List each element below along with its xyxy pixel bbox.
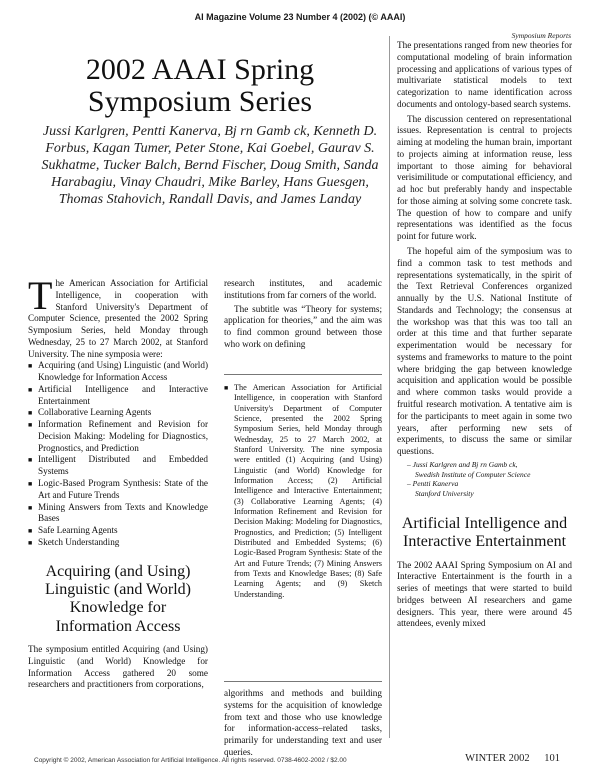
list-item: ■ Sketch Understanding [28,537,208,549]
list-item: ■ Artificial Intelligence and Interactive Entertainment [28,384,208,408]
body-paragraph: The subtitle was “Theory for systems; application for theories,” and the aim was to find common ground between those who work on defining [224,303,382,349]
column-2-top [224,278,382,351]
signature-affiliation: Swedish Institute of Computer Science [415,469,531,479]
body-paragraph: algorithms and methods and building systems for the acquisition of knowledge from text and those who use knowledge for information-access–related tasks, primarily for understanding text and user queries. [224,688,382,757]
list-item: ■ Intelligent Distributed and Embedded Systems [28,454,208,478]
list-item: ■ Safe Learning Agents [28,525,208,537]
list-item: ■ Acquiring (and Using) Linguistic (and World) Knowledge for Information Access [28,360,208,384]
column-divider [389,36,390,738]
summary-sidebar [224,383,382,600]
sidebar-bullet-icon: ■ [224,384,229,392]
journal-header: AI Magazine Volume 23 Number 4 (2002) (© AAAI) [194,12,406,22]
sidebar-top-rule [224,374,382,375]
body-paragraph: The symposium entitled Acquiring (and Using) Linguistic (and World) Knowledge for Information Access gathered 20 some researchers and practitioners from corporations, [28,644,208,690]
page-footer [465,753,560,764]
sidebar-bottom-rule [224,681,382,682]
body-paragraph: research institutes, and academic institutions from far corners of the world. [224,278,382,300]
body-paragraph: The discussion centered on representational issues. Representation is central to projects aiming at modeling the human brain, important to projects aiming at information reuse, less important to those aiming for behavioral verisimilitude or computational efficiency, and ad hoc but preferably handy and inspectable for those aiming at solving some concrete task. The question of how to compare and unify representations was identified as the focus point for future work. [397,113,572,242]
sidebar-text: The American Association for Artificial Intelligence, in cooperation with Stanford University's Department of Computer Science, presented the 2002 Spring Symposium Series, held Monday through Wednesday, 25 to 27 March 2002, at Stanford University. The nine symposia were entitled (1) Acquiring (and Using) Linguistic (and World) Knowledge for Information Access; (2) Artificial Intelligence and Interactive Entertainment; (3) Collaborative Learning Agents; (4) Information Refinement and Revision for Decision Making: Modeling for Diagnostics, Prognostics, and Prediction; (5) Intelligent Distributed and Embedded Systems; (6) Logic-Based Program Synthesis: State of the Art and Future Trends; (7) Mining Answers from Texts and Knowledge Bases; (8) Safe Learning Agents; and (9) Sketch Understanding. [234,383,382,599]
intro-text: he American Association for Artificial Intelligence, in cooperation with Stanford University's Department of Computer Science, presented the 2002 Spring Symposium Series, held Monday through Wednesday, 25 to 27 March 2002, at Stanford University. The nine symposia were: [28,278,208,359]
article-title [60,54,340,117]
section-heading-acquiring: Acquiring (and Using) Linguistic (and World) Knowledge for Information Access [45,562,191,635]
copyright-notice: Copyright © 2002, American Association for Artificial Intelligence. All rights reserved. 0738-4602-2002 / $2.00 [34,757,347,764]
body-paragraph: The presentations ranged from new theories for computational modeling of brain information processing and applications of various types of multivariate statistical models to text categorization to name identification across documents and ontology-based search systems. [397,40,572,109]
title-line-1: 2002 AAAI Spring [85,53,315,86]
page-number: 101 [544,753,560,764]
signature-affiliation: Stanford University [415,489,474,499]
issue-label: WINTER 2002 [465,753,530,764]
list-item: ■ Information Refinement and Revision for Decision Making: Modeling for Diagnostics, Prognostics, and Prediction [28,419,208,454]
body-paragraph: The hopeful aim of the symposium was to find a common task to test methods and representations systematically, in the spirit of the Text Retrieval Conferences organized annually by the U.S. National Institute of Standards and Technology; the consensus at the workshop was that this was too tall an order at this time and that further separate experimentation would be necessary for systems and frameworks to mature to the point where bridging the gap between knowledge acquisition and application would be possible and where common tasks would provide a fruitful research motivation. A tentative aim is for the participants to meet again in some two years, after performing new sets of experiments, to discuss the same or similar questions. [397,246,572,457]
author-list: Jussi Karlgren, Pentti Kanerva, Bj rn Gamb ck, Kenneth D. Forbus, Kagan Tumer, Peter Stone, Kai Goebel, Gaurav S. Sukhatme, Tucker Balch, Bernd Fischer, Doug Smith, Sanda Harabagiu, Vinay Chaudri, Mike Barley, Hans Guesgen, Thomas Stahovich, Randall Davis, and James Landay [41,124,379,208]
signature-block [407,460,572,499]
list-item: ■ Mining Answers from Texts and Knowledge Bases [28,502,208,526]
signature-name: – Pentti Kanerva [407,479,459,489]
list-item: ■ Collaborative Learning Agents [28,407,208,419]
section-label: Symposium Reports [511,31,571,40]
body-paragraph: The 2002 AAAI Spring Symposium on AI and Interactive Entertainment is the fourth in a series of meetings that were started to build bridges between AI researchers and game designers. This year, there were around 45 attendees, evenly mixed [397,559,572,629]
column-1 [28,273,208,691]
column-3 [397,40,572,630]
list-item: ■ Logic-Based Program Synthesis: State of the Art and Future Trends [28,478,208,502]
signature-name: – Jussi Karlgren and Bj rn Gamb ck, [407,459,518,469]
title-line-2: Symposium Series [87,84,313,118]
section-heading-ai-entertainment: Artificial Intelligence and Interactive Entertainment [401,514,568,551]
symposia-list [28,360,208,548]
column-2-bottom [224,688,382,759]
intro-paragraph [28,273,208,360]
drop-cap: T [28,273,53,318]
